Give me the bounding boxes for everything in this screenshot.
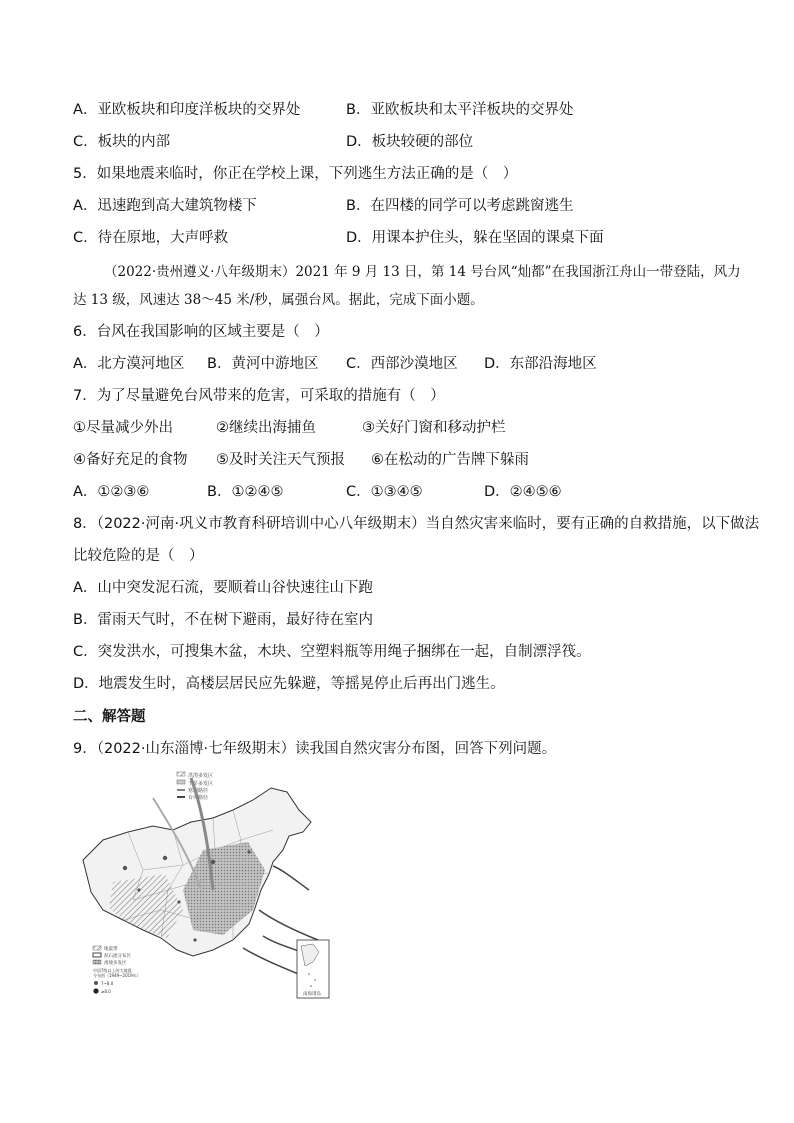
inset-label: 南海诸岛: [303, 992, 321, 997]
q7-measure-3: ③关好门窗和移动护栏: [362, 420, 506, 436]
q6-stem: 6．台风在我国影响的区域主要是（ ）: [73, 324, 329, 340]
q7-option-c: C．①③④⑤: [346, 484, 423, 500]
legend-cold-wave: 寒潮路径: [188, 788, 209, 794]
q5-stem: 5．如果地震来临时，你正在学校上课，下列逃生方法正确的是（ ）: [73, 166, 518, 182]
seismic-belt-swatch: [93, 946, 101, 950]
legend-typhoon: 台风路径: [188, 795, 209, 801]
q8-option-d: D．地震发生时，高楼层居民应先躲避，等摇晃停止后再出门逃生。: [73, 676, 505, 692]
q7-measure-1: ①尽量减少外出: [73, 420, 173, 436]
q8-stem-line-2: 比较危险的是（ ）: [73, 548, 204, 564]
legend-caption-2: 分布图（1949~2019年）: [93, 973, 141, 978]
q7-option-a: A．①②③⑥: [73, 484, 150, 500]
flood-legend-swatch: [177, 772, 185, 776]
q7-stem: 7．为了尽量避免台风带来的危害，可采取的措施有（ ）: [73, 388, 445, 404]
q6-option-d: D．东部沿海地区: [484, 356, 597, 372]
q8-option-c: C．突发洪水，可搜集木盆，木块、空塑料瓶等用绳子捆绑在一起，自制漂浮筏。: [73, 644, 591, 660]
natural-disaster-map: [73, 770, 335, 1002]
q7-measure-6: ⑥在松动的广告牌下躲雨: [371, 452, 529, 468]
magnitude-small-label: 7~8.0: [101, 981, 114, 986]
magnitude-large-label: ≥8.0: [101, 989, 111, 994]
q8-option-b: B．雷雨天气时，不在树下避雨，最好待在室内: [73, 612, 373, 628]
q6-option-a: A．北方漠河地区: [73, 356, 185, 372]
drought-legend-swatch: [177, 780, 185, 784]
legend-bottom: [93, 945, 141, 994]
q8-stem-line-1: 8．（2022·河南·巩义市教育科研培训中心八年级期末）当自然灾害来临时，要有正确的自救措施，以下做法: [73, 516, 760, 532]
q8-option-a: A．山中突发泥石流，要顺着山谷快速往山下跑: [73, 580, 373, 596]
q7-option-b: B．①②④⑤: [207, 484, 284, 500]
q7-measure-2: ②继续出海捕鱼: [216, 420, 316, 436]
q5-option-d: D．用课本护住头，躲在坚固的课桌下面: [346, 230, 604, 246]
q7-measure-5: ⑤及时关注天气预报: [216, 452, 345, 468]
q5-option-c: C．待在原地，大声呼救: [73, 230, 229, 246]
legend-landslide: 滑坡多发区: [104, 961, 127, 966]
q7-measure-4: ④备好充足的食物: [73, 452, 188, 468]
magnitude-large-marker: [93, 988, 98, 993]
legend-seismic-belt: 地震带: [104, 947, 118, 952]
passage-line-2: 达 13 级，风速达 38～45 米/秒，属强台风。据此，完成下面小题。: [73, 292, 484, 308]
legend-caption-1: 中国7级以上的大地震: [93, 968, 132, 973]
q4-option-d: D．板块较硬的部位: [346, 134, 474, 150]
q5-option-b: B．在四楼的同学可以考虑跳窗逃生: [346, 198, 574, 214]
q7-option-d: D．②④⑤⑥: [484, 484, 562, 500]
legend-debris-flow: 泥石流分布区: [104, 954, 131, 959]
passage-line-1: （2022·贵州遵义·八年级期末）2021 年 9 月 13 日，第 14 号台风“灿都”在我国浙江舟山一带登陆，风力: [104, 264, 741, 280]
q5-option-a: A．迅速跑到高大建筑物楼下: [73, 198, 257, 214]
legend-drought: 干旱多发区: [188, 781, 214, 787]
q6-option-c: C．西部沙漠地区: [346, 356, 458, 372]
q4-option-b: B．亚欧板块和太平洋板块的交界处: [346, 102, 574, 118]
section-title: 二、解答题: [73, 709, 146, 725]
magnitude-small-marker: [94, 981, 98, 985]
landslide-swatch: [93, 960, 101, 964]
q4-option-c: C．板块的内部: [73, 134, 171, 150]
q4-option-a: A．亚欧板块和印度洋板块的交界处: [73, 102, 301, 118]
debris-flow-swatch: [93, 953, 101, 957]
q6-option-b: B．黄河中游地区: [207, 356, 319, 372]
legend-flood: 洪涝多发区: [188, 773, 214, 779]
q9-stem: 9．（2022·山东淄博·七年级期末）读我国自然灾害分布图，回答下列问题。: [73, 741, 557, 757]
